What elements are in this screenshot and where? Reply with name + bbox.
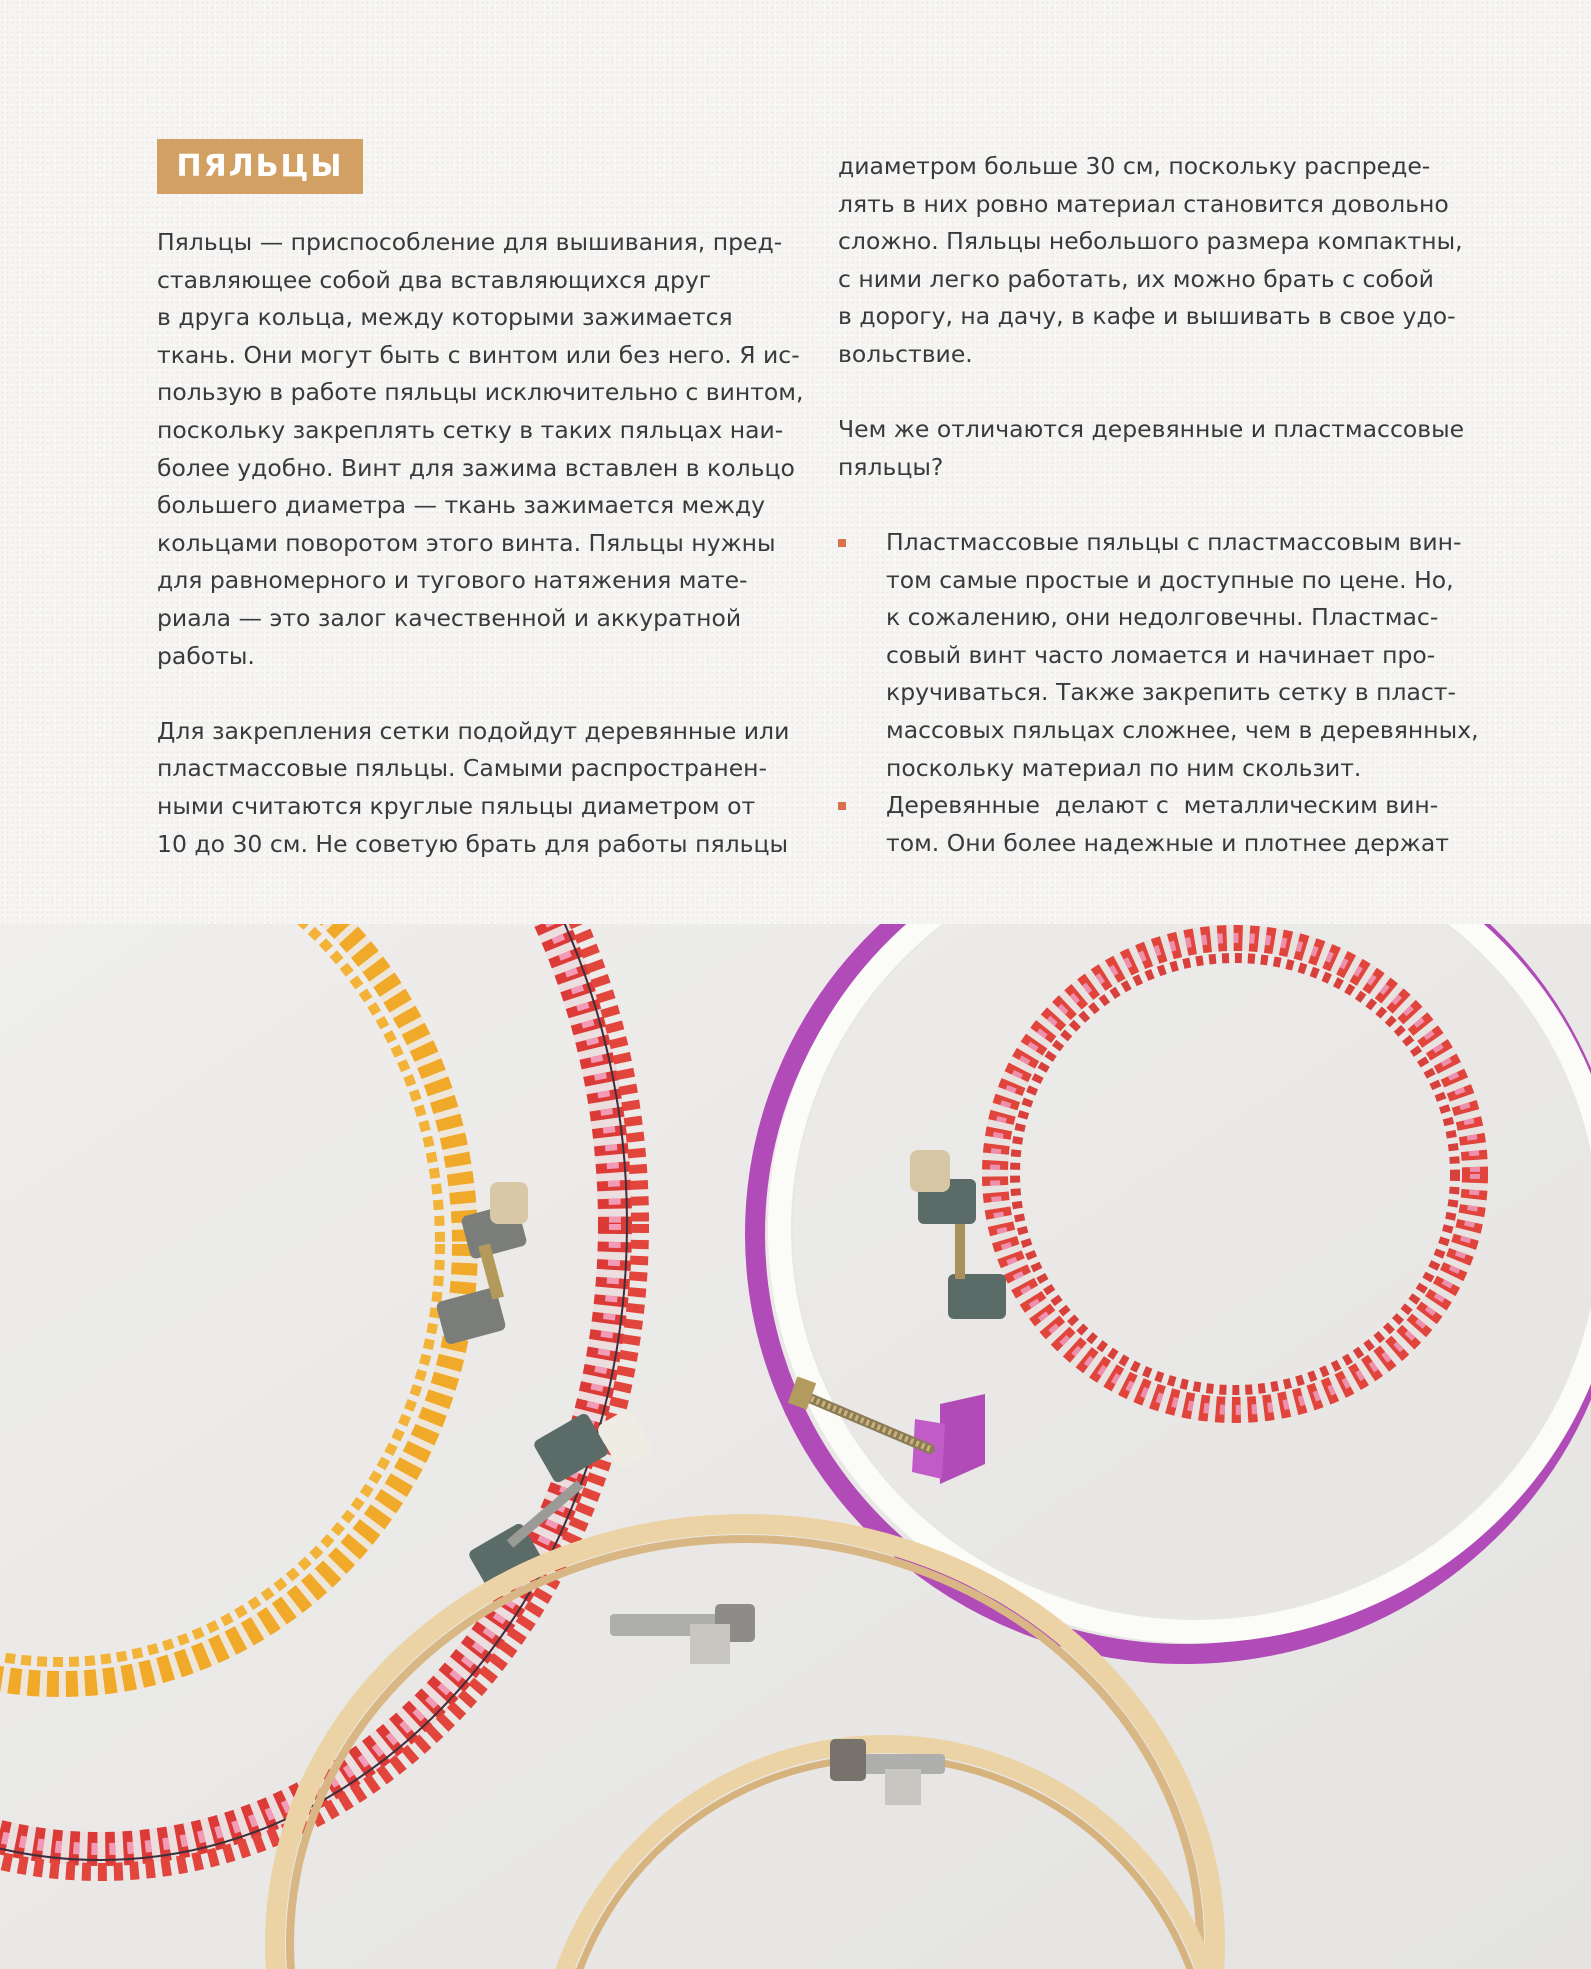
text-line: Для закрепления сетки подойдут деревянные или [157, 716, 790, 745]
text-line: Деревянные делают с металлическим вин- [886, 791, 1439, 820]
text-line: Пяльцы — приспособление для вышивания, пред- [157, 228, 783, 256]
text-line: пользую в работе пяльцы исключительно с винтом, [157, 378, 804, 407]
text-line: кольцами поворотом этого винта. Пяльцы нужны [157, 528, 776, 557]
paragraph-gap [838, 374, 1479, 412]
right-column [838, 148, 1479, 862]
text-line: ставляющее собой два вставляющихся друг [157, 265, 712, 294]
paragraph-hoop-size [838, 148, 1479, 374]
text-line: Пластмассовые пяльцы с пластмассовым вин- [886, 527, 1462, 556]
text-line: вольствие. [838, 339, 973, 368]
paragraph-gap [157, 675, 804, 713]
text-line: большего диаметра — ткань зажимается между [157, 491, 766, 520]
text-line: кручиваться. Также закрепить сетку в пласт- [886, 678, 1456, 707]
text-line: пластмассовые пяльцы. Самыми распространен- [157, 754, 767, 783]
text-line: 10 до 30 см. Не советую брать для работы пяльцы [157, 829, 789, 858]
text-line: ткань. Они могут быть с винтом или без него. Я ис- [157, 340, 800, 369]
text-line: поскольку материал по ним скользит. [886, 753, 1362, 782]
text-line: в дорогу, на дачу, в кафе и вышивать в свое удо- [838, 302, 1456, 331]
text-line: к сожалению, они недолговечны. Пластмас- [886, 603, 1439, 632]
text-line: том самые простые и доступные по цене. Но, [886, 565, 1454, 594]
text-line: ными считаются круглые пяльцы диаметром от [157, 791, 756, 820]
text-line: Чем же отличаются деревянные и пластмассовые [838, 415, 1465, 444]
bullet-item-wooden [838, 787, 1479, 862]
bullet-item-plastic [838, 524, 1479, 787]
text-line: в друга кольца, между которыми зажимается [157, 303, 733, 332]
paragraph-definition [157, 224, 804, 675]
paragraph-question [838, 411, 1479, 486]
text-line: диаметром больше 30 см, поскольку распреде- [838, 152, 1431, 180]
text-line: работы. [157, 641, 255, 670]
paragraph-hoop-types [157, 713, 804, 863]
text-line: с ними легко работать, их можно брать с собой [838, 264, 1434, 293]
text-line: совый винт часто ломается и начинает про- [886, 640, 1436, 669]
text-line: поскольку закреплять сетку в таких пяльцах наи- [157, 415, 784, 444]
paragraph-gap [838, 486, 1479, 524]
text-line: для равномерного и тугового натяжения мате- [157, 566, 748, 595]
text-line: пяльцы? [838, 452, 944, 481]
embroidery-hoops-photo [0, 924, 1591, 1969]
section-heading: ПЯЛЬЦЫ [157, 139, 363, 194]
text-line: массовых пяльцах сложнее, чем в деревянных, [886, 715, 1479, 744]
square-bullet-icon [838, 802, 846, 810]
text-line: более удобно. Винт для зажима вставлен в кольцо [157, 453, 795, 482]
left-column [157, 224, 804, 863]
square-bullet-icon [838, 539, 846, 547]
text-line: том. Они более надежные и плотнее держат [886, 828, 1449, 857]
text-line: риала — это залог качественной и аккуратной [157, 603, 742, 632]
text-line: сложно. Пяльцы небольшого размера компактны, [838, 227, 1463, 256]
text-line: лять в них ровно материал становится довольно [838, 189, 1449, 218]
